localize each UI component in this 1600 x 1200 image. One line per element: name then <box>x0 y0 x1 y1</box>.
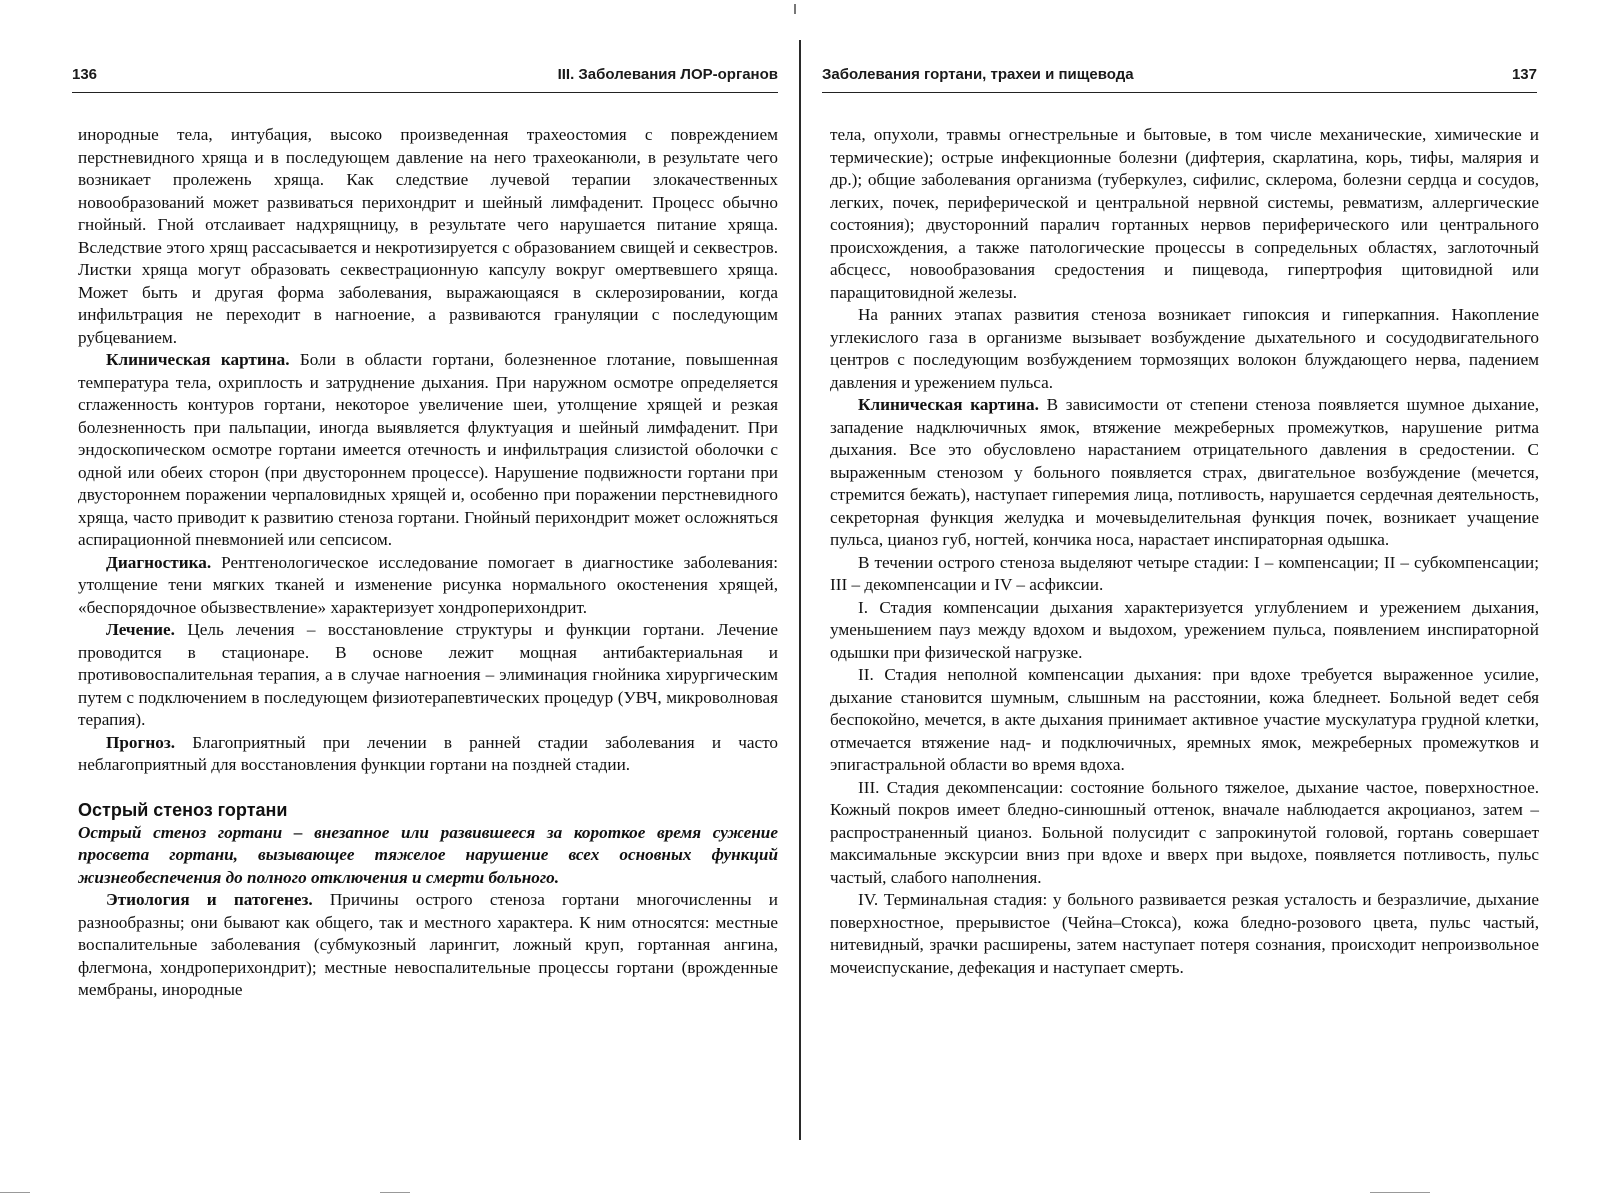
paragraph-lead: Этиология и патогенез. <box>106 890 313 909</box>
paragraph-stage-2: II. Стадия неполной компенсации дыхания: при вдохе требуется выраженное усилие, дыхание становится шумным, слышным на расстоянии, кожа бледнеет. Больной ведет себя беспокойно, мечется, в акте дыхания принимает активное участие мускулатура грудной клетки, отмечается втяжение над- и подключичных, яремных ямок, межреберных промежутков и эпигастральной области во время вдоха. <box>830 665 1539 774</box>
paragraph-prognosis <box>78 732 778 777</box>
paragraph-text: Боли в области гортани, болезненное глотание, повышенная температура тела, охриплость и затруднение дыхания. При наружном осмотре определяется сглаженность контуров гортани, некоторое увеличение шеи, утолщение хрящей и резкая болезненность при пальпации, иногда выявляется флуктуация и шейный лимфаденит. При эндоскопическом осмотре гортани имеется отечность и инфильтрация слизистой оболочки с одной или обеих сторон (при двустороннем процессе). Нарушение подвижности гортани при двустороннем поражении черпаловидных хрящей и, особенно при поражении перстневидного хряща, часто приводит к развитию стеноза гортани. Гнойный перихондрит может осложняться аспирационной пневмонией или сепсисом. <box>78 350 779 549</box>
paragraph-text: В зависимости от степени стеноза появляется шумное дыхание, западение надключичных ямок, втяжение межреберных промежутков, нарушение ритма дыхания. Все это обусловлено нарастанием отрицательного давления в средостении. С выраженным стенозом у больного появляется страх, двигательное возбуждение (мечется, стремится бежать), наступает гиперемия лица, потливость, нарушается сердечная деятельность, секреторная функция желудка и мочевыделительная функция почек, возникает учащение пульса, цианоз губ, ногтей, кончика носа, нарастает инспираторная одышка. <box>830 395 1539 549</box>
paragraph-text: Рентгенологическое исследование помогает в диагностике заболевания: утолщение тени мягких тканей и изменение рисунка нормального окостенения хрящей, «беспорядочное обызвествление» характеризует хондроперихондрит. <box>78 552 778 617</box>
page-number: 137 <box>1511 66 1537 83</box>
paragraph: тела, опухоли, травмы огнестрельные и бытовые, в том числе механические, химические и термические); острые инфекционные болезни (дифтерия, скарлатина, корь, тифы, малярия и др.); общие заболевания организма (туберкулез, сифилис, склерома, болезни сердца и сосудов, легких, почек, периферической и центральной нервной системы, ревматизм, аллергические состояния); двусторонний паралич гортанных нервов периферического или центрального происхождения, а также патологические процессы в сопредельных областях, заглоточный абсцесс, новообразования средостения и пищевода, гипертрофия щитовидной или паращитовидной железы. <box>830 125 1539 302</box>
paragraph: инородные тела, интубация, высоко произведенная трахеостомия с повреждением перстневидного хряща и в последующем давление на него трахеоканюли, в результате чего возникает пролежень хряща. Как следствие лучевой терапии злокачественных новообразований может развиваться перихондрит и шейный лимфаденит. Процесс обычно гнойный. Гной отслаивает надхрящницу, в результате чего нарушается питание хряща. Вследствие этого хрящ рассасывается и некротизируется с образованием свищей и секвестров. Листки хряща могут образовать секвестрационную капсулу вокруг омертвевшего хряща. Может быть и другая форма заболевания, выражающаяся в склерозировании, когда инфильтрация не переходит в нагноение, а развиваются грануляции с последующим рубцеванием. <box>78 125 778 347</box>
paragraph-lead: Клиническая картина. <box>106 350 290 369</box>
running-head: Заболевания гортани, трахеи и пищевода <box>822 66 1134 83</box>
paragraph: В течении острого стеноза выделяют четыре стадии: I – компенсации; II – субкомпенсации; III – декомпенсации и IV – асфиксии. <box>830 552 1539 594</box>
right-page <box>800 0 1600 1200</box>
header-rule <box>822 92 1537 93</box>
section-definition: Острый стеноз гортани – внезапное или развившееся за короткое время сужение просвета гортани, вызывающее тяжелое нарушение всех основных функций жизнеобеспечения до полного отключения и смерти больного. <box>78 822 778 887</box>
paragraph-text: Причины острого стеноза гортани многочисленны и разнообразны; они бывают как общего, так и местного характера. К ним относятся: местные воспалительные заболевания (субмукозный ларингит, ложный круп, гортанная ангина, флегмона, хондроперихондрит); местные невоспалительные процессы гортани (врожденные мембраны, инородные <box>78 890 778 999</box>
header-rule <box>72 92 778 93</box>
right-page-body <box>830 124 1539 979</box>
scan-edge-mark <box>380 1192 410 1193</box>
left-page-header <box>72 66 778 88</box>
scan-edge-mark <box>1370 1192 1430 1193</box>
paragraph-treatment <box>78 619 778 732</box>
paragraph-text: Благоприятный при лечении в ранней стадии заболевания и часто неблагоприятный для восстановления функции гортани на поздней стадии. <box>78 732 778 774</box>
left-page-body <box>78 124 778 1002</box>
paragraph-lead: Клиническая картина. <box>858 395 1039 414</box>
running-head: III. Заболевания ЛОР-органов <box>557 66 778 83</box>
page-number: 136 <box>72 66 98 83</box>
paragraph-lead: Диагностика. <box>106 552 212 572</box>
paragraph-text: Цель лечения – восстановление структуры и функции гортани. Лечение проводится в стационаре. В основе лежит мощная антибактериальная и противовоспалительная терапия, а в случае нагноения – элиминация гнойника хирургическим путем с подключением в последующем физиотерапевтических процедур (УВЧ, микроволновая терапия). <box>78 620 778 729</box>
paragraph-lead: Лечение. <box>106 620 175 639</box>
paragraph-etiology <box>78 889 778 1002</box>
paragraph-lead: Прогноз. <box>106 732 176 752</box>
right-page-header <box>822 66 1537 88</box>
paragraph-stage-1: I. Стадия компенсации дыхания характеризуется углублением и урежением дыхания, уменьшением пауз между вдохом и выдохом, урежением пульса, появлением инспираторной одышки при физической нагрузке. <box>830 597 1539 662</box>
section-title: Острый стеноз гортани <box>78 799 288 820</box>
paragraph-diagnostics <box>78 552 778 620</box>
paragraph: На ранних этапах развития стеноза возникает гипоксия и гиперкапния. Накопление углекислого газа в организме вызывает возбуждение дыхательного и сосудодвигательного центров с последующим возбуждением тормозящих волокон блуждающего нерва, падением давления и урежением пульса. <box>830 305 1539 392</box>
scan-edge-mark <box>0 1192 30 1193</box>
paragraph-clinical <box>78 349 778 552</box>
paragraph-stage-3: III. Стадия декомпенсации: состояние больного тяжелое, дыхание частое, поверхностное. Кожный покров имеет бледно-синюшный оттенок, вначале наблюдается акроцианоз, затем – распространенный цианоз. Больной полусидит с запрокинутой головой, гортань совершает максимальные экскурсии вниз при вдохе и вверх при выдохе, появляется потливость, пульс частый, слабого наполнения. <box>830 777 1539 887</box>
paragraph-clinical <box>830 394 1539 552</box>
paragraph-stage-4: IV. Терминальная стадия: у больного развивается резкая усталость и безразличие, дыхание поверхностное, прерывистое (Чейна–Стокса), кожа бледно-розового цвета, пульс частый, нитевидный, зрачки расширены, затем наступает потеря сознания, происходит непроизвольное мочеиспускание, дефекация и наступает смерть. <box>830 890 1539 977</box>
